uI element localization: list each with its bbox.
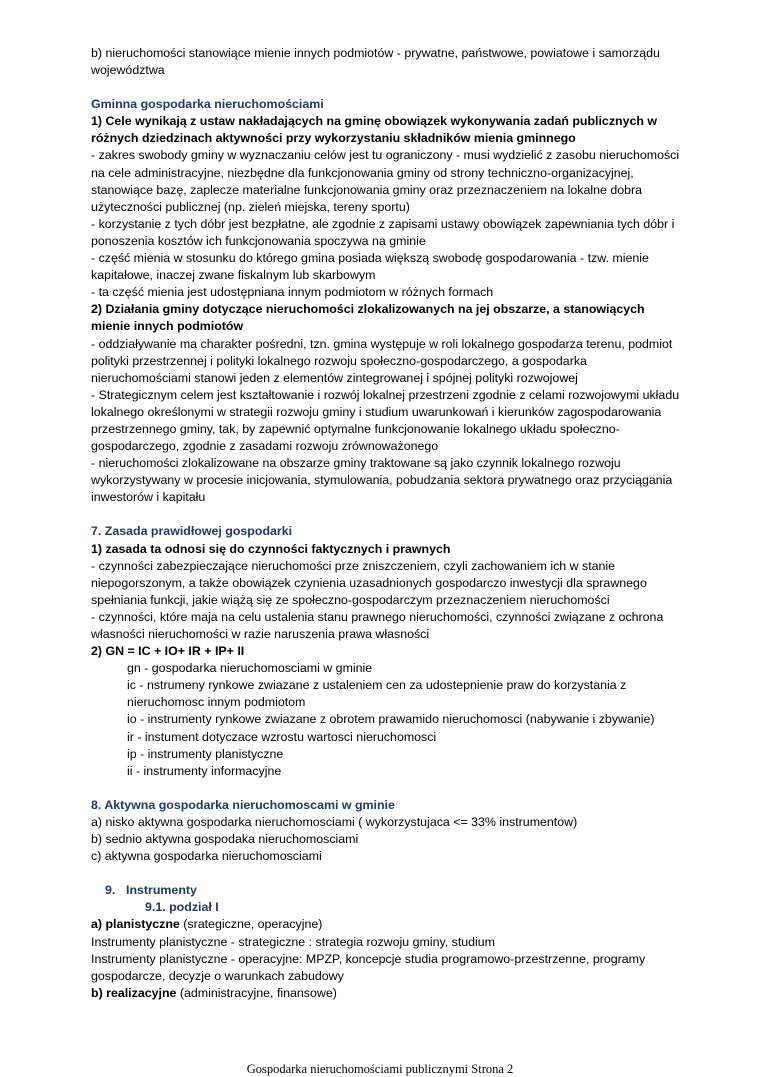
gminna-point-1-item: - ta część mienia jest udostępniana innym podmiotom w różnych formach [91, 285, 494, 300]
gminna-point-2-item: - nieruchomości zlokalizowane na obszarze gminy traktowane są jako czynnik lokalnego rozwoju wykorzystywany w procesie inicjowania, stymulowania, pobudzania sektora prywatnego oraz przyciągania inwestorów i kapitału [91, 456, 673, 505]
section-7-point-1-item: - czynności zabezpieczające nieruchomości prze zniszczeniem, czyli zachowaniem ich w stanie niepogorszonym, a także obowiązek czynienia uzasadnionych gospodarczo inwestycji dla sprawnego spełniania funkcji, jakie wiążą się ze społeczno-gospodarczym przeznaczeniem nieruchomości [91, 558, 647, 607]
section-9-item-b-label: b) realizacyjne [91, 985, 177, 1000]
formula-term: ip - instrumenty planistyczne [127, 746, 284, 761]
subsection-heading-9-1: 9.1. podział I [145, 900, 219, 915]
section-9-item-a-label: a) planistyczne [91, 917, 180, 932]
section-9-line: Instrumenty planistyczne - strategiczne : strategia rozwoju gminy, studium [91, 934, 496, 949]
section-8-item: c) aktywna gospodarka nieruchomosciami [91, 849, 322, 864]
section-9-item-a-desc: (srategiczne, operacyjne) [179, 917, 323, 932]
formula-term: io - instrumenty rynkowe zwiazane z obrotem prawamido nieruchomosci (nabywanie i zbywanie) [127, 712, 655, 727]
section-9-title: Instrumenty [126, 883, 197, 898]
gminna-point-1-title: 1) Cele wynikają z ustaw nakładających na gminę obowiązek wykonywania zadań publicznych w różnych dziedzinach aktywności przy wykorzystaniu składników mienia gminnego [91, 114, 658, 146]
section-9-item-b [91, 985, 683, 1002]
spacer [91, 865, 683, 882]
section-9-item-a [91, 916, 683, 933]
intro-line-b: b) nieruchomości stanowiące mienie innych podmiotów - prywatne, państwowe, powiatowe i samorządu województwa [91, 46, 660, 78]
section-9-number: 9. [105, 883, 116, 898]
page-footer: Gospodarka nieruchomościami publicznymi Strona 2 [246, 1062, 514, 1076]
section-9-item-b-desc: (administracyjne, finansowe) [176, 985, 337, 1000]
section-heading-8: 8. Aktywna gospodarka nieruchomoscami w gminie [91, 797, 395, 812]
formula-term: gn - gospodarka nieruchomosciami w gminie [127, 661, 373, 676]
section-heading-9 [91, 882, 683, 899]
gminna-point-2-item: - Strategicznym celem jest kształtowanie i rozwój lokalnej przestrzeni zgodnie z celami rozwojowymi układu lokalnego określonymi w strategii rozwoju gminy i studium uwarunkowań i kierunków zagospodarowania przestrzennego gminy, tak, by zapewnić optymalne funkcjonowanie lokalnego układu społeczno-gospodarczego, zgodnie z zasadami rozwoju zrównoważonego [91, 387, 680, 454]
section-heading-7: 7. Zasada prawidłowej gospodarki [91, 524, 293, 539]
gminna-point-2-item: - oddziaływanie ma charakter pośredni, tzn. gmina występuje w roli lokalnego gospodarza terenu, podmiot polityki przestrzennej i polityki lokalnego rozwoju społeczno-gospodarczego, a gospodarka nieruchomościami stanowi jeden z elementów zintegrowanej i spójnej polityki rozwojowej [91, 336, 673, 385]
section-7-point-1-item: - czynności, które maja na celu ustalenia stanu prawnego nieruchomości, czynności związane z ochrona własności nieruchomości w razie naruszenia prawa własności [91, 609, 664, 641]
formula-term: ic - nstrumeny rynkowe zwiazane z ustaleniem cen za udostepnienie praw do korzystania z nieruchomosc innym podmiotom [127, 678, 627, 710]
section-8-item: a) nisko aktywna gospodarka nieruchomosciami ( wykorzystujaca <= 33% instrumentow) [91, 814, 578, 829]
gminna-point-2-title: 2) Działania gminy dotyczące nieruchomości zlokalizowanych na jej obszarze, a stanowiących mienie innych podmiotów [91, 302, 645, 334]
spacer [91, 506, 683, 523]
gminna-point-1-item: - zakres swobody gminy w wyznaczaniu celów jest tu ograniczony - musi wydzielić z zasobu nieruchomości na cele administracyjne, niezbędne dla funkcjonowania gminy od strony techniczno-organizacyjnej, stanowiące bazę, zaplecze materialne funkcjonowania gminy oraz przeznaczeniem na lokalne dobra użyteczności publicznej (np. zieleń miejska, tereny sportu) [91, 148, 680, 214]
gminna-point-1-item: - korzystanie z tych dóbr jest bezpłatne, ale zgodnie z zapisami ustawy obowiązek zapewniania tych dóbr i ponoszenia kosztów ich funkcjonowania spoczywa na gminie [91, 216, 675, 248]
section-9-line: Instrumenty planistyczne - operacyjne: MPZP, koncepcje studia programowo-przestrzenne, programy gospodarcze, decyzje o warunkach zabudowy [91, 951, 646, 983]
section-8-item: b) sednio aktywna gospodaka nieruchomosciami [91, 832, 359, 847]
spacer [91, 79, 683, 96]
formula-term: ir - instument dotyczace wzrostu wartosci nieruchomosci [127, 729, 437, 744]
document-page [91, 45, 683, 1002]
section-7-point-1-title: 1) zasada ta odnosi się do czynności faktycznych i prawnych [91, 541, 451, 556]
spacer [91, 780, 683, 797]
section-7-formula: 2) GN = IC + IO+ IR + IP+ II [91, 644, 245, 659]
formula-term: ii - instrumenty informacyjne [127, 763, 282, 778]
gminna-point-1-item: - część mienia w stosunku do którego gmina posiada większą swobodę gospodarowania - tzw. mienie kapitałowe, inaczej zwane fiskalnym lub skarbowym [91, 251, 649, 283]
section-heading-gminna: Gminna gospodarka nieruchomościami [91, 97, 324, 112]
